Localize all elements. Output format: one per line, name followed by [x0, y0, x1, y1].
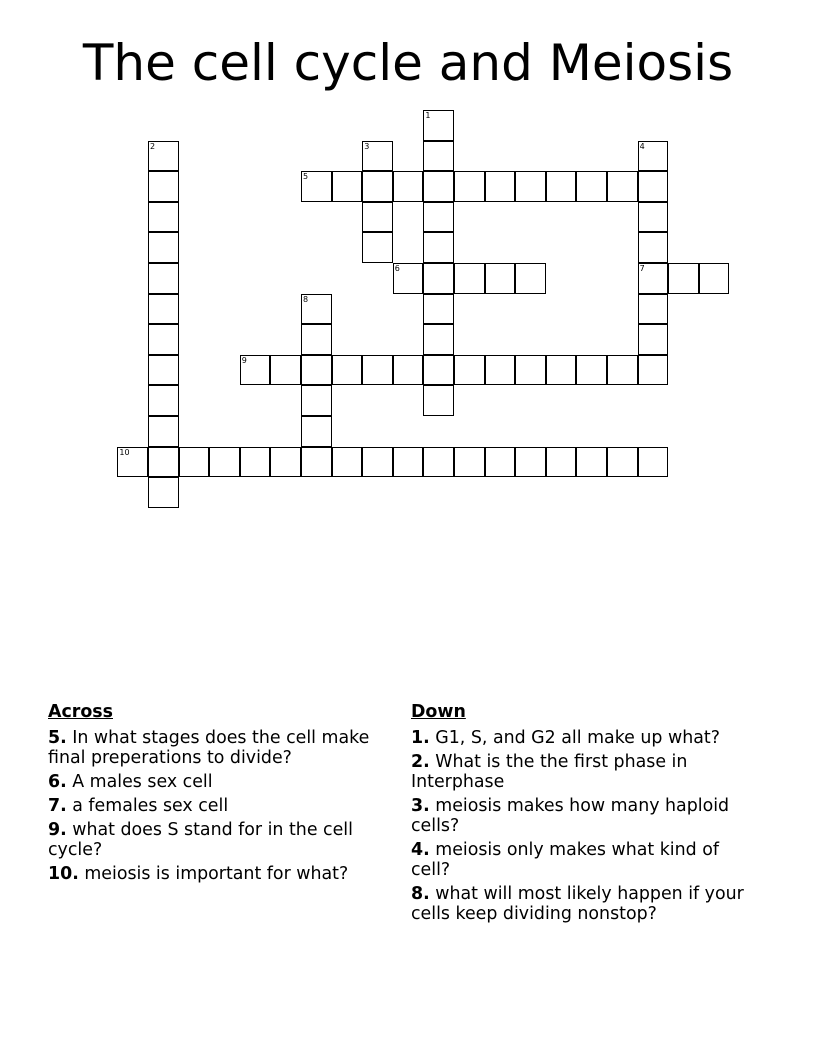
clue-across-6: 6. A males sex cell	[48, 772, 213, 792]
grid-cell[interactable]	[638, 355, 669, 386]
grid-cell[interactable]	[485, 447, 516, 478]
grid-cell[interactable]	[485, 355, 516, 386]
grid-cell[interactable]	[515, 447, 546, 478]
grid-cell[interactable]	[607, 355, 638, 386]
grid-cell[interactable]	[362, 202, 393, 233]
grid-cell[interactable]	[638, 171, 669, 202]
grid-cell[interactable]	[240, 355, 271, 386]
across-clues	[48, 702, 393, 888]
grid-cell[interactable]	[393, 171, 424, 202]
grid-cell[interactable]	[485, 263, 516, 294]
grid-cell[interactable]	[301, 416, 332, 447]
grid-cell[interactable]	[301, 171, 332, 202]
grid-cell[interactable]	[240, 447, 271, 478]
grid-cell[interactable]	[638, 232, 669, 263]
grid-cell[interactable]	[270, 355, 301, 386]
grid-cell[interactable]	[515, 263, 546, 294]
grid-cell[interactable]	[423, 232, 454, 263]
grid-cell[interactable]	[423, 355, 454, 386]
grid-cell[interactable]	[638, 447, 669, 478]
grid-cell[interactable]	[515, 171, 546, 202]
grid-cell[interactable]	[332, 447, 363, 478]
grid-cell[interactable]	[148, 324, 179, 355]
grid-cell[interactable]	[423, 294, 454, 325]
grid-cell[interactable]	[638, 141, 669, 172]
grid-cell[interactable]	[393, 447, 424, 478]
grid-cell[interactable]	[638, 324, 669, 355]
clue-number-label: 3	[364, 141, 370, 151]
grid-cell[interactable]	[148, 355, 179, 386]
clue-number-label: 8	[303, 294, 309, 304]
grid-cell[interactable]	[393, 263, 424, 294]
grid-cell[interactable]	[607, 171, 638, 202]
grid-cell[interactable]	[148, 294, 179, 325]
grid-cell[interactable]	[638, 202, 669, 233]
grid-cell[interactable]	[362, 171, 393, 202]
clue-number-label: 6	[394, 264, 400, 273]
grid-cell[interactable]	[423, 110, 454, 141]
clue-number-label: 7	[639, 264, 645, 273]
grid-cell[interactable]	[393, 355, 424, 386]
grid-cell[interactable]	[362, 447, 393, 478]
grid-cell[interactable]	[423, 447, 454, 478]
grid-cell[interactable]	[576, 447, 607, 478]
grid-cell[interactable]	[148, 141, 179, 172]
grid-cell[interactable]	[301, 447, 332, 478]
grid-cell[interactable]	[301, 324, 332, 355]
clue-number-label: 5	[303, 172, 309, 182]
grid-cell[interactable]	[454, 263, 485, 294]
grid-cell[interactable]	[423, 324, 454, 355]
grid-cell[interactable]	[148, 232, 179, 263]
grid-cell[interactable]	[638, 294, 669, 325]
grid-cell[interactable]	[148, 202, 179, 233]
clue-number-label: 10	[119, 447, 130, 457]
grid-cell[interactable]	[454, 171, 485, 202]
grid-cell[interactable]	[454, 355, 485, 386]
grid-cell[interactable]	[179, 447, 210, 478]
grid-cell[interactable]	[423, 141, 454, 172]
grid-cell[interactable]	[362, 232, 393, 263]
clue-across-7: 7. a females sex cell	[48, 796, 229, 816]
across-heading: Across	[48, 702, 113, 722]
clue-down-2: 2. What is the the first phase in Interphase	[411, 752, 688, 792]
grid-cell[interactable]	[332, 171, 363, 202]
clue-down-1: 1. G1, S, and G2 all make up what?	[411, 728, 720, 748]
grid-cell[interactable]	[148, 171, 179, 202]
grid-cell[interactable]	[423, 202, 454, 233]
grid-cell[interactable]	[301, 385, 332, 416]
down-clues	[411, 702, 761, 928]
grid-cell[interactable]	[546, 355, 577, 386]
grid-cell[interactable]	[148, 263, 179, 294]
grid-cell[interactable]	[638, 263, 669, 294]
grid-cell[interactable]	[148, 477, 179, 508]
clue-number-label: 2	[150, 141, 156, 151]
clue-across-5: 5. In what stages does the cell make final preperations to divide?	[48, 728, 370, 768]
clue-down-8: 8. what will most likely happen if your cells keep dividing nonstop?	[411, 884, 744, 924]
grid-cell[interactable]	[423, 171, 454, 202]
clue-number-label: 9	[241, 355, 247, 365]
grid-cell[interactable]	[576, 171, 607, 202]
grid-cell[interactable]	[270, 447, 301, 478]
down-heading: Down	[411, 702, 466, 722]
grid-cell[interactable]	[423, 263, 454, 294]
clue-down-4: 4. meiosis only makes what kind of cell?	[411, 840, 719, 880]
clue-number-label: 4	[639, 141, 645, 151]
grid-cell[interactable]	[148, 385, 179, 416]
grid-cell[interactable]	[576, 355, 607, 386]
grid-cell[interactable]	[515, 355, 546, 386]
grid-cell[interactable]	[668, 263, 699, 294]
grid-cell[interactable]	[117, 447, 148, 478]
grid-cell[interactable]	[332, 355, 363, 386]
grid-cell[interactable]	[454, 447, 485, 478]
clue-down-3: 3. meiosis makes how many haploid cells?	[411, 796, 730, 836]
page-title: The cell cycle and Meiosis	[82, 34, 734, 92]
clue-across-9: 9. what does S stand for in the cell cycle?	[48, 820, 353, 860]
grid-cell[interactable]	[546, 447, 577, 478]
grid-cell[interactable]	[546, 171, 577, 202]
grid-cell[interactable]	[301, 294, 332, 325]
grid-cell[interactable]	[362, 141, 393, 172]
grid-cell[interactable]	[362, 355, 393, 386]
grid-cell[interactable]	[148, 447, 179, 478]
clue-across-10: 10. meiosis is important for what?	[48, 864, 349, 884]
grid-cell[interactable]	[607, 447, 638, 478]
grid-cell[interactable]	[209, 447, 240, 478]
grid-cell[interactable]	[301, 355, 332, 386]
clue-number-label: 1	[425, 111, 431, 120]
grid-cell[interactable]	[148, 416, 179, 447]
grid-cell[interactable]	[699, 263, 730, 294]
grid-cell[interactable]	[485, 171, 516, 202]
grid-cell[interactable]	[423, 385, 454, 416]
